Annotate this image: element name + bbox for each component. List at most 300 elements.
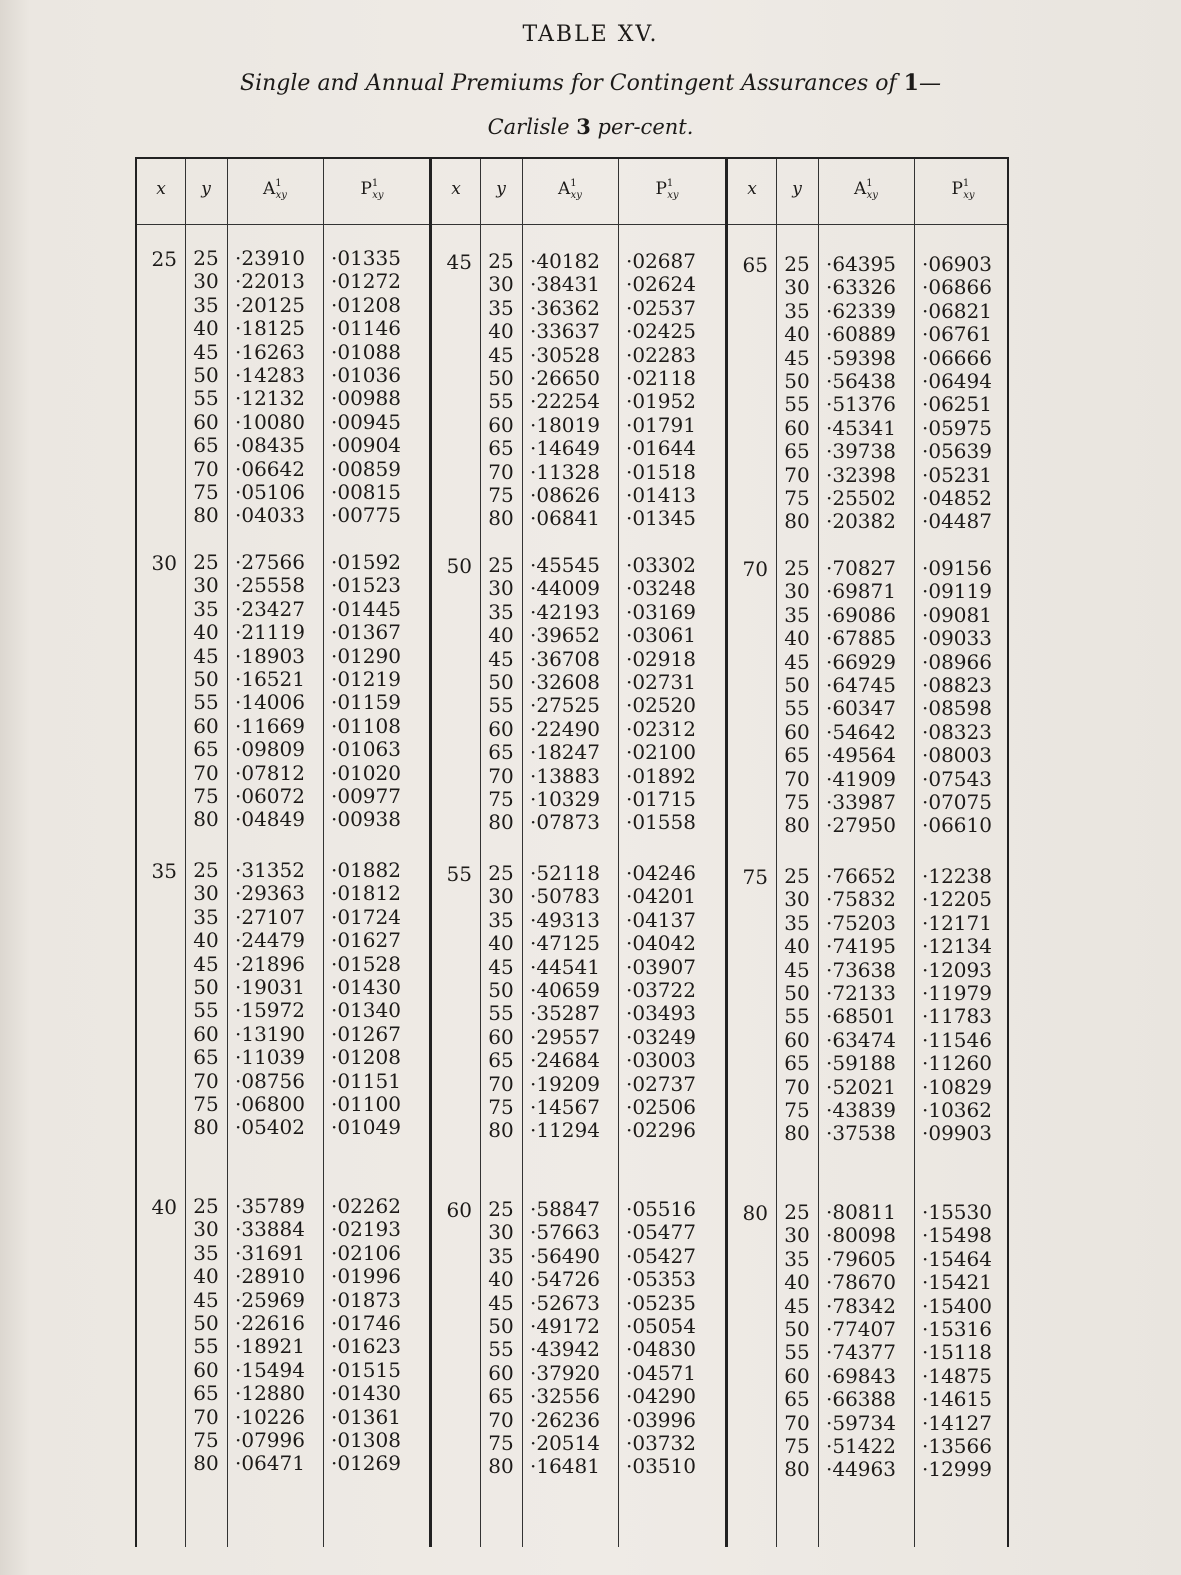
table-row — [137, 859, 421, 882]
annual-premium-value: ·01146 — [331, 316, 401, 341]
table-row — [432, 507, 716, 530]
annual-premium-value: ·04487 — [922, 509, 992, 534]
single-premium-value: ·20125 — [235, 292, 305, 317]
annual-premium-value: ·01088 — [331, 339, 401, 364]
table-row — [137, 906, 421, 929]
single-premium-value: ·43942 — [530, 1337, 600, 1362]
header-superscript: 1 — [666, 178, 674, 189]
annual-premium-value: ·12205 — [922, 887, 992, 912]
single-premium-value: ·07996 — [235, 1428, 305, 1452]
table-row — [728, 888, 1012, 911]
header-symbol: P — [360, 179, 372, 199]
annual-premium-value: ·10362 — [922, 1098, 992, 1122]
age-y: 30 — [784, 275, 810, 300]
header-symbol: y — [496, 179, 506, 199]
age-y: 55 — [488, 1001, 514, 1026]
annual-premium-value: ·02296 — [626, 1118, 696, 1143]
single-premium-value: ·74195 — [826, 934, 896, 959]
annual-premium-value: ·03493 — [626, 1001, 696, 1026]
age-y: 60 — [784, 415, 810, 440]
single-premium-value: ·06072 — [235, 784, 305, 808]
single-premium-value: ·40659 — [530, 978, 600, 1002]
table-row — [728, 1435, 1012, 1458]
single-premium-value: ·27107 — [235, 904, 305, 929]
age-y: 35 — [193, 596, 219, 621]
annual-premium-value: ·06821 — [922, 298, 992, 323]
table-row — [432, 1002, 716, 1025]
header-symbol: P — [655, 179, 667, 199]
single-premium-value: ·31352 — [235, 858, 305, 882]
single-premium-value: ·43839 — [826, 1098, 896, 1122]
annual-premium-value: ·01515 — [331, 1357, 401, 1382]
table-row — [728, 557, 1012, 580]
single-premium-value: ·39652 — [530, 623, 600, 648]
age-y: 80 — [784, 509, 810, 534]
annual-premium-value: ·03732 — [626, 1431, 696, 1455]
age-x: 65 — [742, 253, 768, 277]
table-row — [432, 671, 716, 694]
table-row — [432, 1268, 716, 1291]
age-x: 40 — [151, 1195, 177, 1219]
table-row — [728, 791, 1012, 814]
age-x: 25 — [151, 247, 177, 271]
age-y: 60 — [488, 1360, 514, 1385]
annual-premium-value: ·03996 — [626, 1407, 696, 1432]
annual-premium-value: ·09033 — [922, 626, 992, 651]
age-x: 50 — [446, 554, 472, 578]
age-y: 70 — [488, 1071, 514, 1096]
single-premium-value: ·37538 — [826, 1121, 896, 1146]
annual-premium-value: ·12134 — [922, 934, 992, 959]
table-row — [432, 979, 716, 1002]
age-y: 60 — [193, 409, 219, 434]
annual-premium-value: ·14615 — [922, 1387, 992, 1412]
age-y: 45 — [193, 1287, 219, 1312]
table-row — [728, 440, 1012, 463]
age-y: 40 — [193, 1264, 219, 1289]
single-premium-value: ·56438 — [826, 369, 896, 393]
header-x — [137, 179, 185, 209]
age-y: 60 — [784, 1027, 810, 1052]
single-premium-value: ·60889 — [826, 322, 896, 347]
single-premium-value: ·04033 — [235, 503, 305, 528]
age-y: 30 — [784, 579, 810, 604]
header-single-premium — [227, 179, 323, 209]
annual-premium-value: ·01219 — [331, 667, 401, 691]
table-row — [728, 1458, 1012, 1481]
single-premium-value: ·58847 — [530, 1197, 600, 1221]
table-row — [728, 651, 1012, 674]
annual-premium-value: ·01100 — [331, 1092, 401, 1116]
table-row — [432, 390, 716, 413]
table-row — [137, 691, 421, 714]
table-row — [432, 577, 716, 600]
table-row — [137, 574, 421, 597]
table-row — [137, 1335, 421, 1358]
annual-premium-value: ·04246 — [626, 861, 696, 885]
annual-premium-value: ·15118 — [922, 1340, 992, 1365]
annual-premium-value: ·12171 — [922, 910, 992, 935]
age-y: 60 — [193, 713, 219, 738]
single-premium-value: ·18921 — [235, 1334, 305, 1359]
single-premium-value: ·78342 — [826, 1293, 896, 1318]
annual-premium-value: ·01290 — [331, 643, 401, 668]
age-y: 35 — [193, 1240, 219, 1265]
single-premium-value: ·75832 — [826, 887, 896, 912]
single-premium-value: ·51376 — [826, 392, 896, 417]
age-y: 65 — [488, 436, 514, 461]
single-premium-value: ·62339 — [826, 298, 896, 323]
table-row — [137, 458, 421, 481]
table-row — [137, 504, 421, 527]
header-superscript: 1 — [371, 178, 379, 189]
age-y: 50 — [784, 673, 810, 697]
header-subscript: xy — [667, 190, 679, 201]
table-row — [432, 344, 716, 367]
age-y: 70 — [784, 462, 810, 487]
table-row — [728, 865, 1012, 888]
single-premium-value: ·06471 — [235, 1451, 305, 1476]
age-y: 70 — [488, 1407, 514, 1432]
age-y: 60 — [488, 716, 514, 741]
age-y: 75 — [488, 483, 514, 507]
age-y: 60 — [488, 412, 514, 437]
single-premium-value: ·16481 — [530, 1454, 600, 1479]
age-y: 50 — [488, 366, 514, 390]
table-row — [432, 554, 716, 577]
single-premium-value: ·27950 — [826, 813, 896, 838]
age-x: 30 — [151, 551, 177, 575]
table-row — [137, 1452, 421, 1475]
table-row — [137, 1195, 421, 1218]
table-row — [137, 1406, 421, 1429]
age-y: 65 — [193, 737, 219, 762]
annual-premium-value: ·02506 — [626, 1095, 696, 1119]
table-row — [432, 885, 716, 908]
age-x: 75 — [742, 865, 768, 889]
header-symbol: y — [201, 179, 211, 199]
age-y: 50 — [193, 1311, 219, 1335]
table-row — [137, 1023, 421, 1046]
single-premium-value: ·45545 — [530, 553, 600, 577]
annual-premium-value: ·01873 — [331, 1287, 401, 1312]
single-premium-value: ·27525 — [530, 693, 600, 718]
annual-premium-value: ·01791 — [626, 412, 696, 437]
table-row — [432, 1198, 716, 1221]
single-premium-value: ·44009 — [530, 576, 600, 601]
single-premium-value: ·44963 — [826, 1457, 896, 1482]
single-premium-value: ·35789 — [235, 1194, 305, 1218]
table-row — [728, 627, 1012, 650]
single-premium-value: ·56490 — [530, 1243, 600, 1268]
table-row — [728, 674, 1012, 697]
age-y: 25 — [784, 252, 810, 276]
single-premium-value: ·79605 — [826, 1246, 896, 1271]
table-title: TABLE XV. — [522, 22, 659, 47]
annual-premium-value: ·01746 — [331, 1311, 401, 1335]
table-row — [728, 935, 1012, 958]
single-premium-value: ·54726 — [530, 1267, 600, 1292]
table-row — [137, 808, 421, 831]
annual-premium-value: ·08598 — [922, 696, 992, 721]
annual-premium-value: ·11783 — [922, 1004, 992, 1029]
table-row — [137, 738, 421, 761]
annual-premium-value: ·01430 — [331, 975, 401, 999]
basis-suffix: per-cent. — [590, 115, 694, 139]
age-x: 80 — [742, 1201, 768, 1225]
table-row — [728, 1029, 1012, 1052]
single-premium-value: ·78670 — [826, 1270, 896, 1295]
table-row — [432, 648, 716, 671]
annual-premium-value: ·01049 — [331, 1115, 401, 1140]
age-y: 45 — [784, 1293, 810, 1318]
single-premium-value: ·25969 — [235, 1287, 305, 1312]
annual-premium-value: ·15464 — [922, 1246, 992, 1271]
table-row — [728, 370, 1012, 393]
annual-premium-value: ·06251 — [922, 392, 992, 417]
single-premium-value: ·75203 — [826, 910, 896, 935]
single-premium-value: ·41909 — [826, 766, 896, 791]
single-premium-value: ·40182 — [530, 249, 600, 273]
age-y: 40 — [784, 934, 810, 959]
table-row — [137, 785, 421, 808]
single-premium-value: ·15972 — [235, 998, 305, 1023]
table-row — [728, 253, 1012, 276]
single-premium-value: ·66929 — [826, 649, 896, 674]
age-x: 55 — [446, 862, 472, 886]
annual-premium-value: ·01623 — [331, 1334, 401, 1359]
age-y: 65 — [784, 1387, 810, 1412]
age-y: 80 — [488, 506, 514, 531]
single-premium-value: ·28910 — [235, 1264, 305, 1289]
annual-premium-value: ·00945 — [331, 409, 401, 434]
age-y: 80 — [784, 1457, 810, 1482]
age-y: 70 — [193, 1068, 219, 1093]
age-y: 35 — [193, 904, 219, 929]
annual-premium-value: ·02283 — [626, 342, 696, 367]
age-y: 55 — [193, 1334, 219, 1359]
table-row — [728, 347, 1012, 370]
annual-premium-value: ·05975 — [922, 415, 992, 440]
table-row — [137, 762, 421, 785]
age-y: 75 — [488, 1431, 514, 1455]
single-premium-value: ·44541 — [530, 954, 600, 979]
table-row — [728, 721, 1012, 744]
table-row — [137, 598, 421, 621]
annual-premium-value: ·01627 — [331, 928, 401, 953]
annual-premium-value: ·01063 — [331, 737, 401, 762]
single-premium-value: ·49313 — [530, 907, 600, 932]
age-y: 55 — [784, 696, 810, 721]
single-premium-value: ·11039 — [235, 1045, 305, 1070]
header-symbol: x — [747, 179, 757, 199]
table-row — [728, 487, 1012, 510]
annual-premium-value: ·12238 — [922, 864, 992, 888]
annual-premium-value: ·08323 — [922, 719, 992, 744]
annual-premium-value: ·01367 — [331, 620, 401, 645]
age-y: 70 — [193, 760, 219, 785]
single-premium-value: ·18125 — [235, 316, 305, 341]
table-row — [728, 1248, 1012, 1271]
annual-premium-value: ·09903 — [922, 1121, 992, 1146]
table-row — [728, 1005, 1012, 1028]
single-premium-value: ·06800 — [235, 1092, 305, 1116]
header-subscript: xy — [275, 190, 287, 201]
table-row — [137, 668, 421, 691]
single-premium-value: ·07812 — [235, 760, 305, 785]
table-row — [432, 956, 716, 979]
age-y: 30 — [784, 887, 810, 912]
single-premium-value: ·19209 — [530, 1071, 600, 1096]
age-y: 75 — [784, 790, 810, 814]
age-y: 75 — [784, 486, 810, 510]
age-y: 25 — [784, 864, 810, 888]
single-premium-value: ·64395 — [826, 252, 896, 276]
age-y: 55 — [784, 392, 810, 417]
single-premium-value: ·60347 — [826, 696, 896, 721]
age-y: 55 — [193, 998, 219, 1023]
age-y: 55 — [488, 389, 514, 414]
age-y: 25 — [193, 1194, 219, 1218]
single-premium-value: ·11294 — [530, 1118, 600, 1143]
basis-rate: 3 — [576, 114, 591, 139]
age-y: 75 — [784, 1434, 810, 1458]
table-row — [432, 320, 716, 343]
table-row — [432, 601, 716, 624]
single-premium-value: ·45341 — [826, 415, 896, 440]
annual-premium-value: ·01558 — [626, 810, 696, 835]
annual-premium-value: ·01159 — [331, 690, 401, 715]
annual-premium-value: ·05639 — [922, 439, 992, 464]
single-premium-value: ·24479 — [235, 928, 305, 953]
subtitle-text: Single and Annual Premiums for Contingent Assurances of — [240, 71, 904, 96]
annual-premium-value: ·01361 — [331, 1404, 401, 1429]
table-row — [432, 1385, 716, 1408]
age-y: 30 — [193, 573, 219, 598]
table-row — [728, 276, 1012, 299]
age-y: 25 — [193, 550, 219, 574]
age-y: 30 — [488, 272, 514, 297]
table-row — [432, 741, 716, 764]
basis-text: Carlisle — [487, 115, 577, 139]
single-premium-value: ·33884 — [235, 1217, 305, 1242]
annual-premium-value: ·03169 — [626, 599, 696, 624]
table-row — [728, 1052, 1012, 1075]
annual-premium-value: ·09119 — [922, 579, 992, 604]
table-row — [728, 1388, 1012, 1411]
header-subscript: xy — [866, 190, 878, 201]
annual-premium-value: ·03907 — [626, 954, 696, 979]
age-y: 40 — [193, 316, 219, 341]
table-row — [137, 387, 421, 410]
annual-premium-value: ·12999 — [922, 1457, 992, 1482]
age-y: 50 — [193, 363, 219, 387]
header-symbol: y — [792, 179, 802, 199]
age-y: 25 — [488, 861, 514, 885]
header-symbol: A — [854, 179, 867, 199]
age-y: 40 — [488, 931, 514, 956]
age-y: 35 — [488, 1243, 514, 1268]
single-premium-value: ·13883 — [530, 763, 600, 788]
annual-premium-value: ·12093 — [922, 957, 992, 982]
age-y: 25 — [784, 556, 810, 580]
annual-premium-value: ·04137 — [626, 907, 696, 932]
age-x: 45 — [446, 250, 472, 274]
single-premium-value: ·18247 — [530, 740, 600, 765]
single-premium-value: ·68501 — [826, 1004, 896, 1029]
table-row — [728, 580, 1012, 603]
table-block — [137, 159, 425, 1547]
annual-premium-value: ·02731 — [626, 670, 696, 694]
single-premium-value: ·12880 — [235, 1381, 305, 1406]
table-row — [728, 912, 1012, 935]
annual-premium-value: ·00988 — [331, 386, 401, 411]
age-y: 30 — [784, 1223, 810, 1248]
premium-table — [135, 157, 1009, 1547]
header-x — [432, 179, 480, 209]
single-premium-value: ·59398 — [826, 345, 896, 370]
single-premium-value: ·25502 — [826, 486, 896, 510]
age-y: 80 — [193, 1451, 219, 1476]
age-y: 50 — [488, 978, 514, 1002]
table-row — [432, 297, 716, 320]
annual-premium-value: ·04571 — [626, 1360, 696, 1385]
annual-premium-value: ·02262 — [331, 1194, 401, 1218]
age-y: 30 — [193, 1217, 219, 1242]
single-premium-value: ·52021 — [826, 1074, 896, 1099]
age-y: 65 — [784, 439, 810, 464]
table-row — [432, 1455, 716, 1478]
single-premium-value: ·21896 — [235, 951, 305, 976]
table-row — [728, 300, 1012, 323]
age-y: 40 — [488, 1267, 514, 1292]
age-y: 50 — [488, 1314, 514, 1338]
header-superscript: 1 — [275, 178, 282, 189]
annual-premium-value: ·01523 — [331, 573, 401, 598]
age-y: 80 — [784, 813, 810, 838]
age-y: 30 — [488, 884, 514, 909]
table-row — [432, 909, 716, 932]
table-row — [432, 1315, 716, 1338]
single-premium-value: ·63326 — [826, 275, 896, 300]
table-row — [432, 1119, 716, 1142]
header-single-premium — [818, 179, 914, 209]
annual-premium-value: ·01413 — [626, 483, 696, 507]
table-row — [432, 1338, 716, 1361]
age-y: 60 — [193, 1021, 219, 1046]
single-premium-value: ·29557 — [530, 1024, 600, 1049]
single-premium-value: ·16263 — [235, 339, 305, 364]
age-y: 80 — [488, 1118, 514, 1143]
table-basis — [0, 114, 1181, 139]
annual-premium-value: ·06903 — [922, 252, 992, 276]
annual-premium-value: ·15421 — [922, 1270, 992, 1295]
annual-premium-value: ·06610 — [922, 813, 992, 838]
annual-premium-value: ·01644 — [626, 436, 696, 461]
single-premium-value: ·12132 — [235, 386, 305, 411]
single-premium-value: ·25558 — [235, 573, 305, 598]
annual-premium-value: ·04042 — [626, 931, 696, 956]
annual-premium-value: ·02624 — [626, 272, 696, 297]
single-premium-value: ·29363 — [235, 881, 305, 906]
single-premium-value: ·11669 — [235, 713, 305, 738]
table-row — [432, 367, 716, 390]
table-row — [728, 1271, 1012, 1294]
single-premium-value: ·10080 — [235, 409, 305, 434]
table-row — [432, 811, 716, 834]
single-premium-value: ·59734 — [826, 1410, 896, 1435]
annual-premium-value: ·05231 — [922, 462, 992, 487]
